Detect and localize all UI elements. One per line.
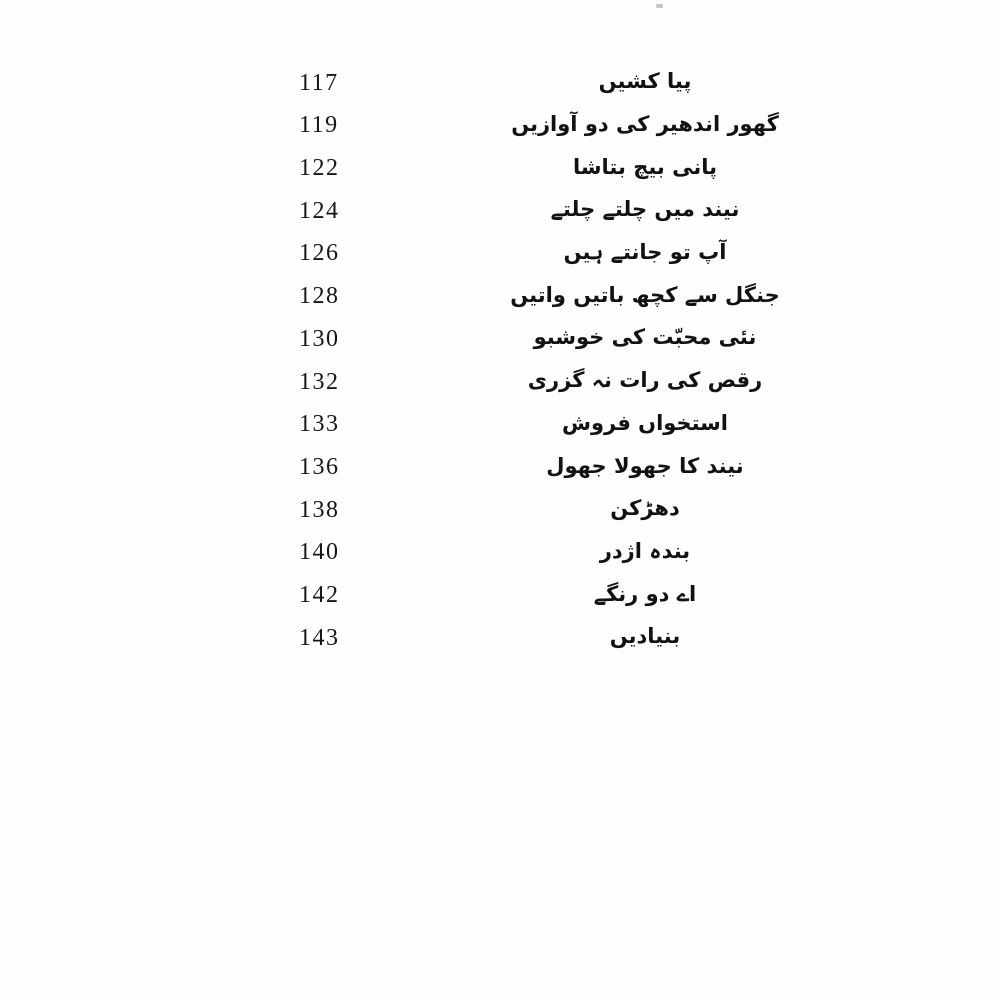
page-number: 128 — [299, 283, 340, 310]
toc-row — [0, 484, 1000, 527]
toc-row — [0, 185, 1000, 228]
chapter-title: پانی بیچ بتاشا — [573, 154, 717, 179]
toc-row — [0, 612, 1000, 655]
page-number: 122 — [299, 155, 340, 182]
chapter-title: نیند میں چلتے چلتے — [550, 197, 740, 222]
chapter-title: دھڑکن — [610, 496, 680, 521]
toc-row — [0, 57, 1000, 100]
chapter-title: بنیادیں — [609, 624, 681, 649]
toc-row — [0, 569, 1000, 612]
chapter-title: آپ تو جانتے ہیں — [563, 240, 727, 265]
page-number: 133 — [299, 411, 340, 438]
chapter-title: اے دو رنگے — [593, 581, 697, 606]
page-number: 138 — [299, 496, 340, 523]
page-number: 132 — [299, 368, 340, 395]
page-number: 136 — [299, 453, 340, 480]
toc-row — [0, 356, 1000, 399]
page-number: 119 — [299, 112, 339, 139]
chapter-title: رقص کی رات نہ گزری — [527, 368, 763, 393]
page-number: 126 — [299, 240, 340, 267]
toc-row — [0, 228, 1000, 271]
toc-list — [0, 57, 1000, 655]
toc-row — [0, 441, 1000, 484]
toc-row — [0, 100, 1000, 143]
toc-row — [0, 399, 1000, 442]
page-number: 117 — [299, 69, 339, 96]
scan-speck — [656, 4, 663, 8]
chapter-title: نیند کا جھولا جھول — [546, 453, 744, 478]
page-number: 140 — [299, 539, 340, 566]
page-number: 124 — [299, 197, 340, 224]
chapter-title: پیا کشیں — [598, 69, 692, 94]
toc-row — [0, 527, 1000, 570]
page-number: 130 — [299, 325, 340, 352]
chapter-title: استخواں فروش — [561, 410, 728, 435]
page-number: 143 — [299, 624, 340, 651]
chapter-title: جنگل سے کچھ باتیں واتیں — [510, 282, 780, 307]
toc-row — [0, 142, 1000, 185]
chapter-title: نئی محبّت کی خوشبو — [533, 325, 757, 350]
page-number: 142 — [299, 581, 340, 608]
toc-row — [0, 270, 1000, 313]
chapter-title: گھور اندھیر کی دو آوازیں — [511, 112, 779, 137]
toc-row — [0, 313, 1000, 356]
chapter-title: بندہ اژدر — [599, 538, 691, 563]
